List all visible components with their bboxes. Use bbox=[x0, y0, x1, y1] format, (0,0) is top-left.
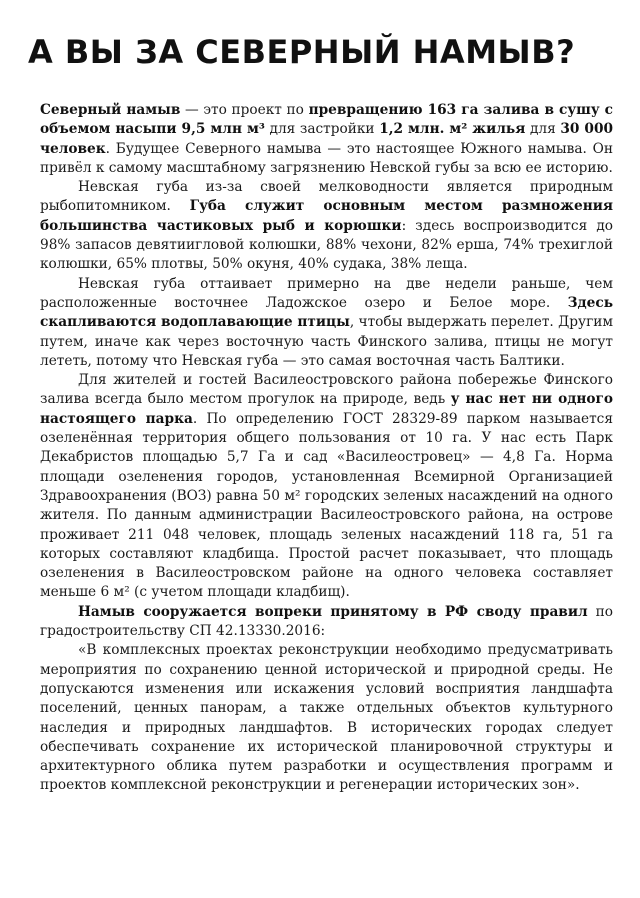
text-run: — это проект по bbox=[180, 102, 309, 118]
emphasis-fish-spawning: Губа служит основным местом размножения большинства частиковых рыб и корюшки bbox=[40, 198, 613, 234]
emphasis-project-name: Северный намыв bbox=[40, 102, 181, 118]
emphasis-no-park: у нас нет ни одного настоящего парка bbox=[40, 391, 613, 427]
text-run: для застройки bbox=[264, 121, 380, 138]
quote-building-code: «В комплексных проектах реконструкции необходимо предусматривать мероприятия по сохранению ценной исторической и природной среды. Не допускаются изменения или искажения условий восприятия ландшафта поселений, ценных панорам, а также отдельных объектов культурного наследия и природных ландшафтов. В исторических городах следует обеспечивать сохранение их исторической планировочной структуры и архитектурного облика путем разработки и осуществления программ и проектов комплексной реконструкции и регенерации исторических зон». bbox=[40, 642, 613, 794]
page-title: А ВЫ ЗА СЕВЕРНЫЙ НАМЫВ? bbox=[28, 33, 576, 71]
text-run: : здесь воспроизводится до 98% запасов девятиигловой колюшки, 88% чехони, 82% ерша, 74% трехиглой колюшки, 65% плотвы, 50% окуня, 40% судака, 38% леща. bbox=[40, 217, 613, 273]
paragraph-fish-nursery bbox=[40, 178, 613, 274]
text-run: Невская губа оттаивает примерно на две недели раньше, чем расположенные восточнее Ладожское озеро и Белое море. bbox=[40, 275, 613, 311]
article-body bbox=[40, 101, 613, 796]
emphasis-housing: 1,2 млн. м² жилья bbox=[379, 121, 526, 138]
paragraph-birds bbox=[40, 275, 613, 371]
text-run: Невская губа из-за своей мелководности является природным рыбопитомником. bbox=[40, 179, 613, 215]
emphasis-area: превращению 163 га залива в сушу с объемом насыпи 9,5 млн м³ bbox=[40, 102, 614, 138]
emphasis-waterfowl: Здесь скапливаются водоплавающие птицы bbox=[40, 294, 613, 331]
emphasis-people: 30 000 человек bbox=[40, 121, 613, 157]
text-run: . По определению ГОСТ 28329-89 парком называется озеленённая территория общего пользования от 10 га. У нас есть Парк Декабристов площадью 5,7 Га и сад «Василеостровец» — 4,8 Га. Норма площади озеленения городов, установленная Всемирной Организацией Здравоохранения (ВОЗ) равна 50 м² городских зеленых насаждений на одного жителя. По данным администрации Василеостровского района, на острове проживает 211 048 человек, площадь зеленых насаждений 118 га, 51 га которых составляют кладбища. Простой расчет показывает, что площадь озеленения в Василеостровском районе на одного человека составляет меньше 6 м² (с учетом площади кладбищ). bbox=[40, 410, 613, 601]
text-run: по градостроительству СП 42.13330.2016: bbox=[40, 603, 613, 640]
text-run: . Будущее Северного намыва — это настоящее Южного намыва. Он привёл к самому масштабному загрязнению Невской губы за всю ее историю. bbox=[40, 140, 613, 176]
text-run: для bbox=[525, 121, 561, 138]
paragraph-project-intro bbox=[40, 101, 613, 178]
text-run: Для жителей и гостей Василеостровского района побережье Финского залива всегда было местом прогулок на природе, ведь bbox=[40, 372, 613, 408]
text-run: , чтобы выдержать перелет. Другим путем, иначе как через восточную часть Финского залива, птицы не могут лететь, потому что Невская губа — это самая восточная часть Балтики. bbox=[40, 314, 614, 369]
paragraph-parks bbox=[40, 371, 613, 603]
emphasis-code-violation: Намыв сооружается вопреки принятому в РФ своду правил bbox=[78, 603, 588, 620]
paragraph-building-code bbox=[40, 603, 613, 642]
